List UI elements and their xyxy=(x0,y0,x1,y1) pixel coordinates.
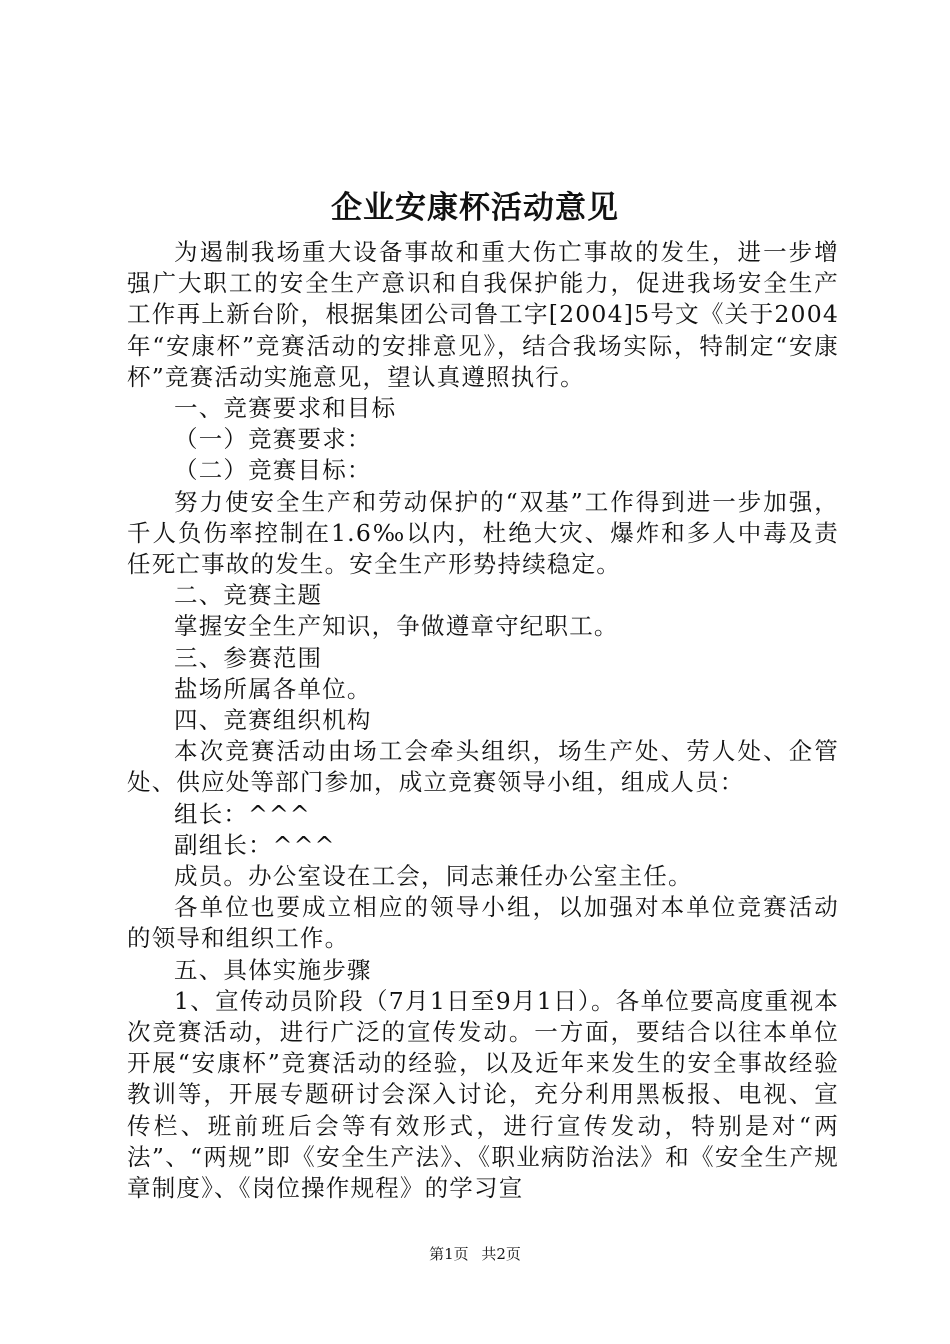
units-paragraph: 各单位也要成立相应的领导小组，以加强对本单位竞赛活动的领导和组织工作。 xyxy=(127,893,839,953)
section-heading-2: 二、竞赛主题 xyxy=(174,581,323,610)
section-heading-1: 一、竞赛要求和目标 xyxy=(174,394,397,423)
subheading-requirements: （一）竞赛要求： xyxy=(174,425,372,454)
page-total: 共2页 xyxy=(481,1245,521,1263)
page-footer xyxy=(0,1243,950,1265)
section-heading-5: 五、具体实施步骤 xyxy=(174,955,372,984)
scope-paragraph: 盐场所属各单位。 xyxy=(174,674,372,703)
document-body xyxy=(127,237,839,1204)
section-heading-3: 三、参赛范围 xyxy=(174,643,323,672)
goals-paragraph: 努力使安全生产和劳动保护的“双基”工作得到进一步加强，千人负伤率控制在1.6‰以内，杜绝大灾、爆炸和多人中毒及责任死亡事故的发生。安全生产形势持续稳定。 xyxy=(127,487,839,579)
theme-paragraph: 掌握安全生产知识，争做遵章守纪职工。 xyxy=(174,612,619,641)
page-number: 第1页 xyxy=(429,1245,469,1263)
subheading-goals: （二）竞赛目标： xyxy=(174,456,372,485)
organization-paragraph: 本次竞赛活动由场工会牵头组织，场生产处、劳人处、企管处、供应处等部门参加，成立竞赛领导小组，组成人员： xyxy=(127,737,839,797)
document-title: 企业安康杯活动意见 xyxy=(331,190,619,226)
intro-paragraph: 为遏制我场重大设备事故和重大伤亡事故的发生，进一步增强广大职工的安全生产意识和自我保护能力，促进我场安全生产工作再上新台阶，根据集团公司鲁工字[2004]5号文《关于2004年“安康杯”竞赛活动的安排意见》，结合我场实际，特制定“安康杯”竞赛活动实施意见，望认真遵照执行。 xyxy=(127,238,839,391)
members-line: 成员。办公室设在工会，同志兼任办公室主任。 xyxy=(174,862,693,891)
leader-line: 组长：^^^ xyxy=(174,799,311,828)
deputy-leader-line: 副组长：^^^ xyxy=(174,830,336,859)
section-heading-4: 四、竞赛组织机构 xyxy=(174,706,372,735)
step-1-paragraph: 1、宣传动员阶段（7月1日至9月1日）。各单位要高度重视本次竞赛活动，进行广泛的宣传发动。一方面，要结合以往本单位开展“安康杯”竞赛活动的经验，以及近年来发生的安全事故经验教训等，开展专题研讨会深入讨论，充分利用黑板报、电视、宣传栏、班前班后会等有效形式，进行宣传发动，特别是对“两法”、“两规”即《安全生产法》、《职业病防治法》和《安全生产规章制度》、《岗位操作规程》的学习宣 xyxy=(127,986,839,1203)
